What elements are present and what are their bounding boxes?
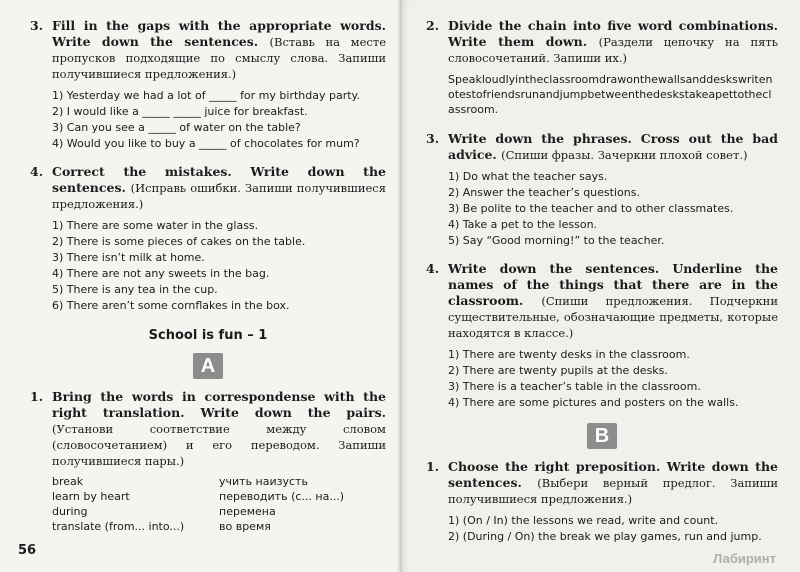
task-number: 4. [30, 164, 44, 179]
english-word: during [52, 505, 88, 518]
task-items [448, 169, 778, 248]
list-item: 5) There is any tea in the cup. [52, 283, 218, 296]
english-column [52, 475, 219, 535]
list-item: 1) There are some water in the glass. [52, 219, 259, 232]
list-item: 2) There is some pieces of cakes on the table. [52, 235, 306, 248]
list-item: 4) Take a pet to the lesson. [448, 218, 598, 231]
task-instruction-ru: (Исправь ошибки. Запиши получившиеся предложения.) [52, 181, 386, 211]
list-item: 4) There are some pictures and posters on the walls. [448, 396, 739, 409]
unit-title: School is fun – 1 [148, 328, 268, 343]
right-task-3 [426, 131, 778, 249]
task-number: 1. [30, 389, 44, 404]
list-item: 1) Yesterday we had a lot of _____ for my birthday party. [52, 89, 360, 102]
word-pairs [52, 475, 386, 535]
list-item: 3) There is a teacher’s table in the classroom. [448, 380, 701, 393]
list-item: 1) There are twenty desks in the classroom. [448, 348, 690, 361]
russian-word: во время [219, 520, 271, 533]
russian-word: учить наизусть [219, 475, 308, 488]
task-instruction: Write down the sentences. Underline the names of the things that there are in the classroom. (Спиши предложения. Подчеркни существительные, обозначающие предметы, которые находятся в классе.) [448, 261, 778, 340]
task-instruction: Bring the words in correspondense with the right translation. Write down the pairs. (Установи соответствие между словом (словосочетанием) и его переводом. Запиши получившиеся пары.) [52, 389, 386, 468]
task-instruction-ru: (Спиши фразы. Зачеркни плохой совет.) [501, 148, 748, 162]
task-instruction: Choose the right preposition. Write down the sentences. (Выбери верный предлог. Запиши получившиеся предложения.) [448, 459, 778, 506]
task-instruction-ru: (Выбери верный предлог. Запиши получившиеся предложения.) [448, 476, 778, 506]
task-number: 4. [426, 261, 440, 276]
section-a-badge: A [193, 353, 223, 379]
right-page [400, 0, 800, 572]
task-instruction: Fill in the gaps with the appropriate words. Write down the sentences. (Вставь на месте пропусков подходящие по смыслу слова. Запиши получившиеся предложения.) [52, 18, 386, 81]
list-item: 5) Say “Good morning!” to the teacher. [448, 234, 665, 247]
list-item: 3) Be polite to the teacher and to other classmates. [448, 202, 734, 215]
left-task-1 [30, 389, 386, 535]
russian-column [219, 475, 386, 535]
left-task-4 [30, 164, 386, 314]
task-instruction-ru: (Вставь на месте пропусков подходящие по смыслу слова. Запиши получившиеся предложения.) [52, 35, 386, 81]
task-number: 3. [426, 131, 440, 146]
russian-word: переводить (с... на...) [219, 490, 345, 503]
list-item: 6) There aren’t some cornflakes in the box. [52, 299, 290, 312]
list-item: 2) Answer the teacher’s questions. [448, 186, 640, 199]
list-item: 3) There isn’t milk at home. [52, 251, 205, 264]
task-instruction: Divide the chain into five word combinations. Write them down. (Раздели цепочку на пять словосочетаний. Запиши их.) [448, 18, 779, 65]
list-item: 2) There are twenty pupils at the desks. [448, 364, 668, 377]
task-instruction-ru: (Раздели цепочку на пять словосочетаний. Запиши их.) [448, 35, 779, 65]
task-number: 2. [426, 18, 440, 33]
english-word: learn by heart [52, 490, 130, 503]
right-task-4 [426, 261, 778, 411]
task-number: 3. [30, 18, 44, 33]
page-number: 56 [18, 543, 37, 558]
section-b-badge: B [587, 423, 617, 449]
english-word: translate (from... into...) [52, 520, 185, 533]
task-instruction-ru: (Спиши предложения. Подчеркни существительные, обозначающие предметы, которые находятся в классе.) [448, 294, 778, 340]
russian-word: перемена [219, 505, 276, 518]
right-task-2 [426, 18, 778, 119]
list-item: 3) Can you see a _____ of water on the table? [52, 121, 301, 134]
task-items [448, 513, 778, 544]
list-item: 2) I would like a _____ _____ juice for breakfast. [52, 105, 308, 118]
word-chain: Speakloudlyintheclassroomdrawonthewallsanddeskswritenotestofriendsrunandjumpbetweenthedeskstakeapettotheclassroom. [448, 73, 773, 116]
task-instruction: Correct the mistakes. Write down the sentences. (Исправь ошибки. Запиши получившиеся предложения.) [52, 164, 386, 211]
task-instruction-ru: (Установи соответствие между словом (словосочетанием) и его переводом. Запиши получившиеся пары.) [52, 422, 386, 468]
task-items [52, 88, 386, 151]
right-task-1 [426, 459, 778, 545]
task-items [448, 347, 778, 410]
task-instruction: Write down the phrases. Cross out the bad advice. (Спиши фразы. Зачеркни плохой совет.) [448, 131, 778, 162]
watermark-logo: Лабиринт [713, 551, 776, 566]
task-items [52, 218, 386, 313]
list-item: 4) Would you like to buy a _____ of chocolates for mum? [52, 137, 360, 150]
list-item: 4) There are not any sweets in the bag. [52, 267, 270, 280]
left-task-3 [30, 18, 386, 152]
list-item: 2) (During / On) the break we play games, run and jump. [448, 530, 762, 543]
english-word: break [52, 475, 84, 488]
list-item: 1) Do what the teacher says. [448, 170, 608, 183]
book-fold [398, 0, 402, 572]
list-item: 1) (On / In) the lessons we read, write and count. [448, 514, 719, 527]
task-number: 1. [426, 459, 440, 474]
